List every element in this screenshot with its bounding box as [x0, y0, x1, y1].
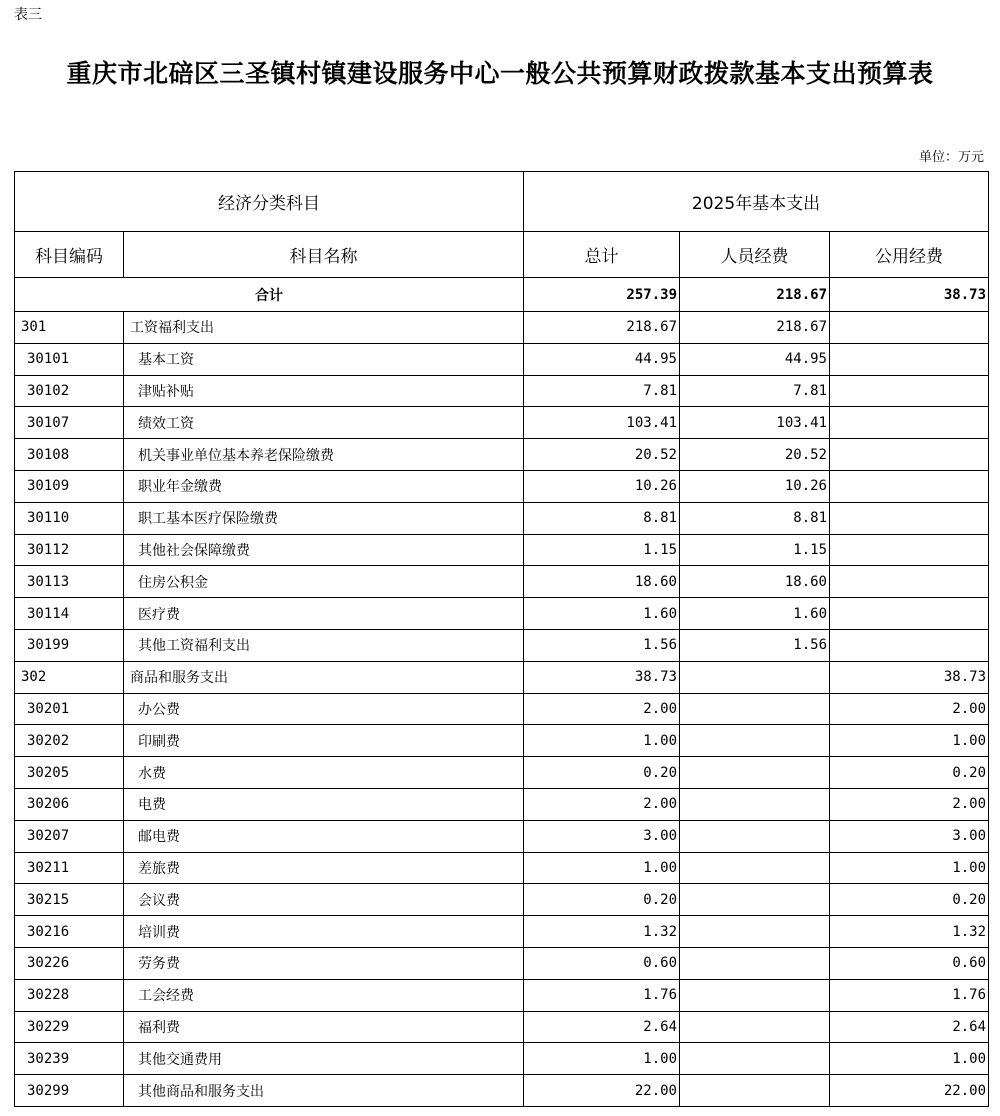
cell-code: 30113: [15, 566, 124, 598]
table-row: [15, 502, 989, 534]
table-row: [15, 852, 989, 884]
cell-personnel: 44.95: [680, 343, 830, 375]
cell-name: 水费: [124, 757, 524, 789]
summary-personnel: 218.67: [680, 278, 830, 312]
cell-name: 福利费: [124, 1011, 524, 1043]
cell-name: 办公费: [124, 693, 524, 725]
cell-personnel: [680, 884, 830, 916]
cell-code: 30102: [15, 375, 124, 407]
cell-code: 301: [15, 312, 124, 344]
cell-code: 30226: [15, 947, 124, 979]
summary-total: 257.39: [524, 278, 680, 312]
cell-public: 0.60: [830, 947, 989, 979]
header-economic-category: 经济分类科目: [15, 172, 524, 232]
cell-personnel: [680, 725, 830, 757]
cell-name: 职工基本医疗保险缴费: [124, 502, 524, 534]
cell-personnel: [680, 820, 830, 852]
cell-total: 0.20: [524, 884, 680, 916]
cell-name: 绩效工资: [124, 407, 524, 439]
cell-name: 医疗费: [124, 598, 524, 630]
header-row-columns: [15, 232, 989, 278]
cell-public: 1.76: [830, 979, 989, 1011]
cell-name: 其他商品和服务支出: [124, 1075, 524, 1107]
table-row: [15, 439, 989, 471]
unit-label: 单位：万元: [918, 150, 984, 165]
cell-total: 2.00: [524, 693, 680, 725]
cell-public: [830, 375, 989, 407]
cell-total: 103.41: [524, 407, 680, 439]
cell-name: 职业年金缴费: [124, 470, 524, 502]
cell-public: 1.00: [830, 725, 989, 757]
cell-total: 20.52: [524, 439, 680, 471]
cell-total: 38.73: [524, 661, 680, 693]
cell-personnel: [680, 757, 830, 789]
cell-personnel: [680, 788, 830, 820]
header-basic-expenditure: 2025年基本支出: [524, 172, 989, 232]
cell-total: 1.32: [524, 916, 680, 948]
table-row: [15, 788, 989, 820]
cell-total: 2.64: [524, 1011, 680, 1043]
cell-total: 44.95: [524, 343, 680, 375]
table-row: [15, 566, 989, 598]
cell-name: 商品和服务支出: [124, 661, 524, 693]
header-col-total: 总计: [524, 232, 680, 278]
cell-name: 住房公积金: [124, 566, 524, 598]
table-row: [15, 312, 989, 344]
cell-code: 30109: [15, 470, 124, 502]
cell-public: 1.00: [830, 852, 989, 884]
cell-code: 30110: [15, 502, 124, 534]
cell-total: 0.60: [524, 947, 680, 979]
cell-personnel: 20.52: [680, 439, 830, 471]
cell-name: 机关事业单位基本养老保险缴费: [124, 439, 524, 471]
cell-public: [830, 470, 989, 502]
header-col-public: 公用经费: [830, 232, 989, 278]
cell-personnel: [680, 852, 830, 884]
cell-code: 302: [15, 661, 124, 693]
cell-name: 培训费: [124, 916, 524, 948]
cell-personnel: 10.26: [680, 470, 830, 502]
cell-name: 印刷费: [124, 725, 524, 757]
cell-personnel: 8.81: [680, 502, 830, 534]
cell-code: 30202: [15, 725, 124, 757]
header-col-personnel: 人员经费: [680, 232, 830, 278]
cell-name: 津贴补贴: [124, 375, 524, 407]
cell-code: 30239: [15, 1043, 124, 1075]
cell-total: 0.20: [524, 757, 680, 789]
cell-public: [830, 629, 989, 661]
cell-public: [830, 407, 989, 439]
cell-total: 218.67: [524, 312, 680, 344]
cell-total: 1.56: [524, 629, 680, 661]
cell-public: 2.00: [830, 693, 989, 725]
cell-code: 30108: [15, 439, 124, 471]
cell-personnel: [680, 916, 830, 948]
cell-public: [830, 566, 989, 598]
table-row: [15, 1075, 989, 1107]
cell-personnel: [680, 1011, 830, 1043]
table-row: [15, 757, 989, 789]
table-row: [15, 979, 989, 1011]
table-row: [15, 693, 989, 725]
cell-name: 差旅费: [124, 852, 524, 884]
cell-public: 1.32: [830, 916, 989, 948]
header-row-group: [15, 172, 989, 232]
cell-code: 30299: [15, 1075, 124, 1107]
cell-public: 0.20: [830, 757, 989, 789]
cell-code: 30216: [15, 916, 124, 948]
cell-personnel: 1.15: [680, 534, 830, 566]
cell-personnel: 7.81: [680, 375, 830, 407]
cell-code: 30206: [15, 788, 124, 820]
cell-code: 30229: [15, 1011, 124, 1043]
cell-name: 工资福利支出: [124, 312, 524, 344]
table-row: [15, 343, 989, 375]
table-row: [15, 598, 989, 630]
cell-public: 22.00: [830, 1075, 989, 1107]
cell-name: 劳务费: [124, 947, 524, 979]
cell-total: 8.81: [524, 502, 680, 534]
cell-name: 其他交通费用: [124, 1043, 524, 1075]
cell-public: 2.64: [830, 1011, 989, 1043]
cell-name: 其他工资福利支出: [124, 629, 524, 661]
table-row: [15, 947, 989, 979]
cell-public: [830, 439, 989, 471]
cell-public: [830, 534, 989, 566]
cell-code: 30215: [15, 884, 124, 916]
cell-total: 22.00: [524, 1075, 680, 1107]
table-row: [15, 884, 989, 916]
table-row: [15, 725, 989, 757]
cell-name: 会议费: [124, 884, 524, 916]
cell-personnel: [680, 947, 830, 979]
table-row: [15, 1043, 989, 1075]
cell-personnel: 18.60: [680, 566, 830, 598]
cell-name: 基本工资: [124, 343, 524, 375]
cell-personnel: 218.67: [680, 312, 830, 344]
cell-code: 30228: [15, 979, 124, 1011]
cell-public: [830, 312, 989, 344]
cell-total: 1.76: [524, 979, 680, 1011]
cell-personnel: [680, 693, 830, 725]
cell-code: 30107: [15, 407, 124, 439]
table-row: [15, 407, 989, 439]
budget-table: [14, 171, 989, 1107]
cell-public: 38.73: [830, 661, 989, 693]
cell-code: 30201: [15, 693, 124, 725]
cell-public: 0.20: [830, 884, 989, 916]
cell-personnel: [680, 979, 830, 1011]
cell-total: 1.15: [524, 534, 680, 566]
cell-personnel: 1.56: [680, 629, 830, 661]
cell-name: 其他社会保障缴费: [124, 534, 524, 566]
cell-code: 30101: [15, 343, 124, 375]
cell-personnel: 103.41: [680, 407, 830, 439]
cell-personnel: [680, 661, 830, 693]
table-row: [15, 820, 989, 852]
table-row: [15, 470, 989, 502]
cell-total: 18.60: [524, 566, 680, 598]
summary-label: 合计: [15, 278, 524, 312]
summary-public: 38.73: [830, 278, 989, 312]
table-number: 表三: [14, 7, 42, 23]
cell-code: 30114: [15, 598, 124, 630]
cell-total: 10.26: [524, 470, 680, 502]
cell-public: 1.00: [830, 1043, 989, 1075]
summary-row: [15, 278, 989, 312]
cell-personnel: 1.60: [680, 598, 830, 630]
cell-total: 3.00: [524, 820, 680, 852]
table-row: [15, 1011, 989, 1043]
page-title: 重庆市北碚区三圣镇村镇建设服务中心一般公共预算财政拨款基本支出预算表: [66, 59, 934, 88]
cell-name: 电费: [124, 788, 524, 820]
cell-public: 3.00: [830, 820, 989, 852]
cell-code: 30199: [15, 629, 124, 661]
cell-total: 2.00: [524, 788, 680, 820]
cell-code: 30112: [15, 534, 124, 566]
cell-personnel: [680, 1075, 830, 1107]
cell-code: 30211: [15, 852, 124, 884]
table-row: [15, 916, 989, 948]
cell-name: 工会经费: [124, 979, 524, 1011]
cell-total: 1.60: [524, 598, 680, 630]
cell-total: 1.00: [524, 852, 680, 884]
table-row: [15, 661, 989, 693]
cell-public: 2.00: [830, 788, 989, 820]
cell-public: [830, 598, 989, 630]
cell-total: 1.00: [524, 725, 680, 757]
table-row: [15, 534, 989, 566]
cell-name: 邮电费: [124, 820, 524, 852]
cell-code: 30207: [15, 820, 124, 852]
cell-total: 7.81: [524, 375, 680, 407]
cell-public: [830, 343, 989, 375]
table-row: [15, 375, 989, 407]
cell-code: 30205: [15, 757, 124, 789]
header-col-code: 科目编码: [15, 232, 124, 278]
cell-personnel: [680, 1043, 830, 1075]
cell-public: [830, 502, 989, 534]
header-col-name: 科目名称: [124, 232, 524, 278]
cell-total: 1.00: [524, 1043, 680, 1075]
table-row: [15, 629, 989, 661]
